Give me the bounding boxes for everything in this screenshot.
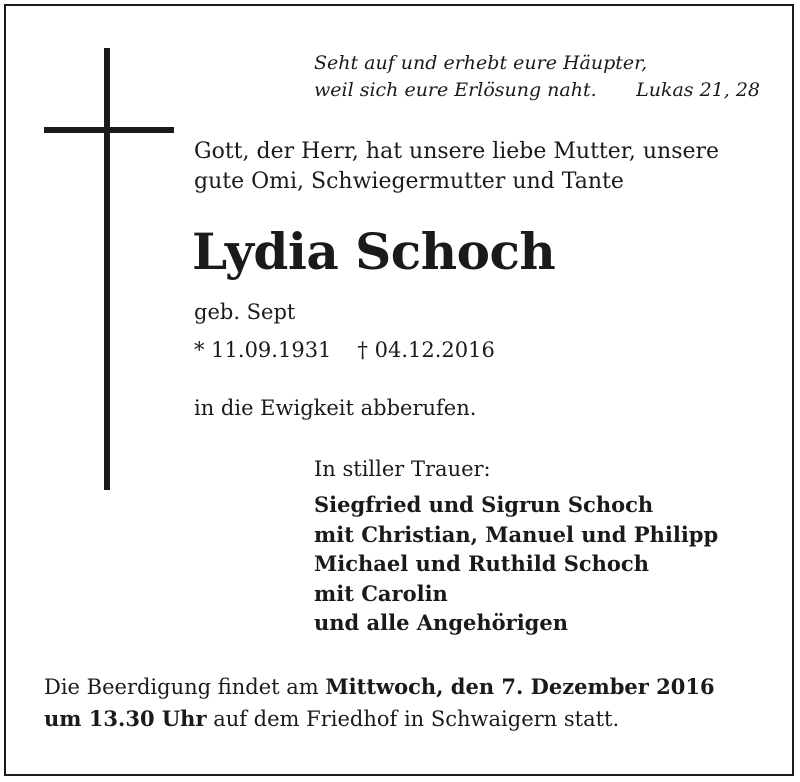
verse-line-1: [314, 50, 760, 77]
life-dates: [194, 336, 495, 364]
deceased-name: Lydia Schoch: [192, 222, 556, 281]
bible-verse: [314, 50, 760, 104]
mourner-line: Michael und Ruthild Schoch: [314, 551, 649, 576]
funeral-line-1: [44, 671, 715, 703]
mourner-line: Siegfried und Sigrun Schoch: [314, 492, 654, 517]
mourner-line: mit Carolin: [314, 580, 448, 606]
intro-line-2: gute Omi, Schwiegermutter und Tante: [194, 169, 624, 194]
cross-icon: [104, 48, 110, 490]
mourner-line: und alle Angehörigen: [314, 610, 568, 635]
funeral-text-start: Die Beerdigung findet am: [44, 675, 326, 699]
verse-text-2: weil sich eure Erlösung naht.: [314, 79, 597, 101]
mourning-label: In stiller Trauer:: [314, 457, 491, 481]
obituary-frame: [4, 4, 794, 776]
verse-reference: Lukas 21, 28: [636, 79, 760, 101]
birth-date: * 11.09.1931: [194, 338, 332, 362]
maiden-name: geb. Sept: [194, 300, 296, 324]
mourner-line: mit Christian, Manuel und Philipp: [314, 521, 719, 547]
mourners-list: [314, 490, 718, 638]
funeral-time: um 13.30 Uhr: [44, 706, 207, 731]
intro-text: [194, 137, 760, 197]
verse-line-2: [314, 77, 760, 104]
death-date: † 04.12.2016: [357, 338, 495, 362]
cross-icon-crossbar: [44, 127, 174, 133]
verse-text-1: Seht auf und erhebt eure Häupter,: [314, 52, 648, 74]
funeral-date: Mittwoch, den 7. Dezember 2016: [325, 674, 715, 699]
called-text: in die Ewigkeit abberufen.: [194, 396, 477, 420]
intro-line-1: Gott, der Herr, hat unsere liebe Mutter, unsere: [194, 139, 720, 164]
funeral-text-end: auf dem Friedhof in Schwaigern statt.: [206, 707, 620, 731]
funeral-line-2: [44, 703, 715, 735]
funeral-notice: [44, 671, 715, 735]
